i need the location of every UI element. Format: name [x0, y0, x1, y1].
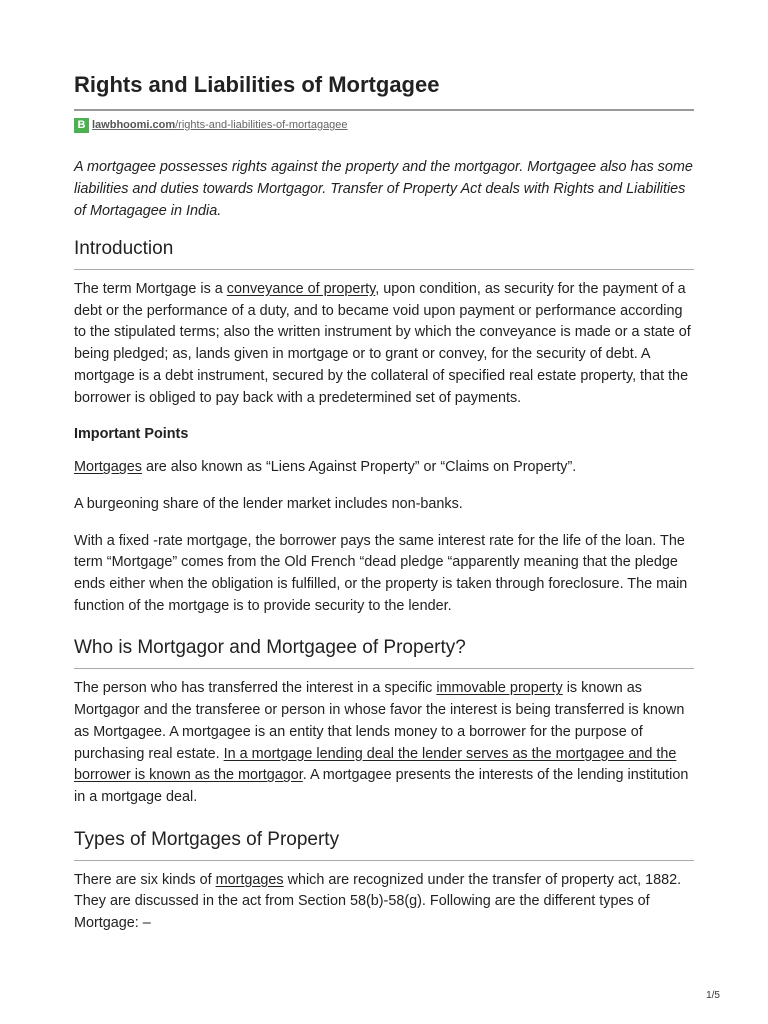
types-text-2: which are recognized under the transfer of property act, 1882. They are discussed in the act from Section 58(b)-58(g). Following are the different types of Mortgage: –	[74, 871, 682, 932]
subheading-important-points: Important Points	[74, 426, 189, 443]
mortgages-link[interactable]: Mortgages	[74, 459, 142, 476]
who-text-3: . A mortgagee presents the interests of the lending institution in a mortgage deal.	[74, 767, 689, 805]
section-heading-types: Types of Mortgages of Property	[74, 827, 694, 861]
intro-text-1: The term Mortgage is a	[74, 281, 227, 297]
source-path: /rights-and-liabilities-of-mortagagee	[175, 119, 348, 131]
section-heading-who: Who is Mortgagor and Mortgagee of Property?	[74, 635, 694, 669]
page-title: Rights and Liabilities of Mortgagee	[74, 70, 694, 111]
who-text-1: The person who has transferred the interest in a specific	[74, 680, 437, 697]
fixed-rate-paragraph: With a fixed -rate mortgage, the borrower pays the same interest rate for the life of the loan. The term “Mortgage” comes from the Old French “dead pledge “apparently meaning that the pledge ends either when the obligation is fulfilled, or the property is taken through foreclosure. The main function of the mortgage is to provide security to the lender.	[74, 532, 688, 614]
section-heading-introduction: Introduction	[74, 236, 694, 270]
mortgages-paragraph	[74, 457, 694, 479]
source-link[interactable]	[92, 119, 348, 131]
lending-deal-link[interactable]: In a mortgage lending deal the lender serves as the mortgagee and the borrower is known as the mortgagor	[74, 745, 677, 784]
source-domain: lawbhoomi.com	[92, 119, 176, 131]
who-text-2: is known as Mortgagor and the transferee or person in whose favor the interest is being transferred is known as Mortgagee. A mortgagee is an entity that lends money to a borrower for the purpose of purchasing real estate.	[74, 680, 685, 762]
lead-paragraph: A mortgagee possesses rights against the property and the mortgagor. Mortgagee also has some liabilities and duties towards Mortgagor. Transfer of Property Act deals with Rights and Liabilities of Mortagagee in India.	[74, 159, 693, 219]
intro-paragraph	[74, 279, 694, 409]
bookmark-icon: B	[74, 118, 89, 133]
mortgages-text: are also known as “Liens Against Property” or “Claims on Property”.	[142, 459, 577, 476]
source-line	[74, 117, 694, 133]
types-mortgages-link[interactable]: mortgages	[215, 871, 284, 888]
types-paragraph	[74, 870, 694, 935]
who-paragraph	[74, 678, 694, 808]
article	[74, 70, 694, 935]
types-text-1: There are six kinds of	[74, 871, 216, 888]
immovable-property-link[interactable]: immovable property	[436, 680, 563, 697]
non-banks-paragraph: A burgeoning share of the lender market includes non-banks.	[74, 495, 463, 512]
intro-text-2: , upon condition, as security for the payment of a debt or the performance of a duty, and to became void upon payment or performance according to the stipulated terms; also the written instrument by which the conveyance is made or a state of being pledged; as, lands given in mortgage or to grant or convey, for the security of debt. A mortgage is a debt instrument, secured by the collateral of specified real estate property, that the borrower is obliged to pay back with a predetermined set of payments.	[74, 281, 691, 406]
page-number: 1/5	[706, 990, 720, 1001]
conveyance-link[interactable]: conveyance of property	[226, 281, 376, 297]
